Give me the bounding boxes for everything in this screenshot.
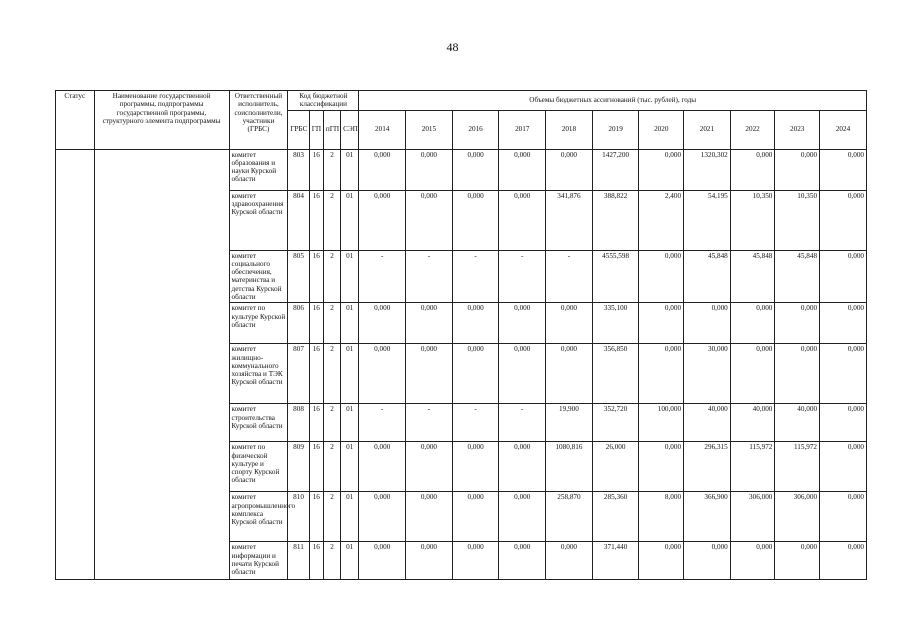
value-cell: 306,000 [775,492,820,542]
budget-table [55,90,867,580]
code-cell-grbs: 808 [288,404,309,442]
code-cell-sep: 01 [341,344,359,404]
value-cell: 0,000 [359,344,406,404]
executor-cell: комитет жилищно-коммунального хозяйства и ТЭК Курской области [229,344,288,404]
value-cell: 335,100 [592,303,639,344]
year-header: 2021 [684,110,731,149]
code-cell-grbs: 811 [288,542,309,580]
value-cell: 0,000 [820,542,867,580]
value-cell: 0,000 [452,442,499,492]
value-cell: 341,876 [546,190,593,250]
code-cell-gp: 16 [309,404,323,442]
value-cell: 0,000 [639,250,684,303]
executor-cell: комитет по культуре Курской области [229,303,288,344]
value-cell: 0,000 [406,542,453,580]
value-cell: 0,000 [406,190,453,250]
code-header-sep: СЭП [341,110,359,149]
code-cell-pgp: 2 [323,303,340,344]
value-cell: 0,000 [406,492,453,542]
value-cell: 0,000 [775,303,820,344]
year-header: 2024 [820,110,867,149]
value-cell: - [406,404,453,442]
code-cell-sep: 01 [341,149,359,190]
code-header-grbs: ГРБС [288,110,309,149]
value-cell: 0,000 [452,542,499,580]
value-cell: 388,822 [592,190,639,250]
value-cell: 0,000 [452,190,499,250]
budget-group-header: Объемы бюджетных ассигнований (тыс. рублей), годы [359,91,867,111]
value-cell: 45,848 [684,250,731,303]
value-cell: - [359,250,406,303]
value-cell: 2,400 [639,190,684,250]
code-cell-sep: 01 [341,542,359,580]
name-cell [94,149,229,580]
executor-cell: комитет агропромышленного комплекса Курской области [229,492,288,542]
value-cell: 0,000 [639,303,684,344]
value-cell: 26,000 [592,442,639,492]
value-cell: 258,870 [546,492,593,542]
value-cell: 10,350 [730,190,775,250]
value-cell: 40,000 [684,404,731,442]
code-cell-sep: 01 [341,492,359,542]
value-cell: 0,000 [452,492,499,542]
code-cell-grbs: 806 [288,303,309,344]
code-cell-sep: 01 [341,442,359,492]
code-cell-pgp: 2 [323,344,340,404]
code-cell-grbs: 804 [288,190,309,250]
value-cell: 54,195 [684,190,731,250]
table-row [56,149,867,190]
value-cell: 40,000 [730,404,775,442]
code-cell-pgp: 2 [323,149,340,190]
value-cell: - [546,250,593,303]
code-cell-grbs: 810 [288,492,309,542]
value-cell: 0,000 [546,344,593,404]
value-cell: 0,000 [684,303,731,344]
code-cell-pgp: 2 [323,442,340,492]
value-cell: 0,000 [730,303,775,344]
value-cell: 45,848 [775,250,820,303]
year-header: 2020 [639,110,684,149]
year-header: 2016 [452,110,499,149]
code-header-pgp: пГП [323,110,340,149]
value-cell: 0,000 [684,542,731,580]
value-cell: 0,000 [820,344,867,404]
executor-cell: комитет информации и печати Курской области [229,542,288,580]
code-cell-grbs: 803 [288,149,309,190]
code-group-header: Код бюджетной классификации [288,91,359,111]
value-cell: 0,000 [730,149,775,190]
value-cell: 8,000 [639,492,684,542]
value-cell: 366,900 [684,492,731,542]
code-cell-grbs: 809 [288,442,309,492]
code-cell-gp: 16 [309,492,323,542]
status-header: Статус [56,91,95,150]
value-cell: 285,360 [592,492,639,542]
code-cell-sep: 01 [341,250,359,303]
year-header: 2017 [499,110,546,149]
code-cell-grbs: 807 [288,344,309,404]
value-cell: 0,000 [452,149,499,190]
value-cell: 30,000 [684,344,731,404]
value-cell: 0,000 [820,303,867,344]
code-cell-gp: 16 [309,442,323,492]
code-cell-gp: 16 [309,344,323,404]
value-cell: 0,000 [452,344,499,404]
value-cell: 40,000 [775,404,820,442]
value-cell: 0,000 [546,303,593,344]
value-cell: - [499,404,546,442]
value-cell: - [359,404,406,442]
value-cell: 0,000 [499,442,546,492]
value-cell: 19,900 [546,404,593,442]
executor-cell: комитет строительства Курской области [229,404,288,442]
value-cell: 0,000 [820,250,867,303]
value-cell: 0,000 [406,442,453,492]
value-cell: - [499,250,546,303]
value-cell: 0,000 [639,344,684,404]
code-cell-gp: 16 [309,250,323,303]
code-cell-pgp: 2 [323,250,340,303]
value-cell: 0,000 [406,149,453,190]
value-cell: 1080,816 [546,442,593,492]
year-header: 2022 [730,110,775,149]
value-cell: - [452,250,499,303]
code-cell-grbs: 805 [288,250,309,303]
value-cell: 0,000 [546,542,593,580]
value-cell: 0,000 [775,542,820,580]
value-cell: - [406,250,453,303]
value-cell: 371,440 [592,542,639,580]
value-cell: 10,350 [775,190,820,250]
value-cell: 0,000 [359,492,406,542]
value-cell: 306,000 [730,492,775,542]
value-cell: 0,000 [499,344,546,404]
year-header: 2015 [406,110,453,149]
executor-cell: комитет здравоохранения Курской области [229,190,288,250]
value-cell: 0,000 [820,190,867,250]
value-cell: 0,000 [359,542,406,580]
value-cell: 1320,302 [684,149,731,190]
value-cell: 0,000 [499,542,546,580]
code-cell-pgp: 2 [323,492,340,542]
status-cell [56,149,95,580]
value-cell: 1427,200 [592,149,639,190]
executor-header: Ответственный исполнитель, соисполнители, участники (ГРБС) [229,91,288,150]
value-cell: 0,000 [452,303,499,344]
value-cell: 0,000 [775,344,820,404]
value-cell: 0,000 [730,542,775,580]
value-cell: 0,000 [820,404,867,442]
value-cell: 356,850 [592,344,639,404]
value-cell: 0,000 [546,149,593,190]
executor-cell: комитет образования и науки Курской области [229,149,288,190]
code-cell-pgp: 2 [323,542,340,580]
value-cell: 0,000 [499,303,546,344]
code-cell-sep: 01 [341,404,359,442]
value-cell: 0,000 [499,149,546,190]
code-header-gp: ГП [309,110,323,149]
value-cell: 0,000 [639,149,684,190]
page-number: 48 [446,40,459,54]
code-cell-pgp: 2 [323,404,340,442]
value-cell: 115,972 [775,442,820,492]
code-cell-sep: 01 [341,303,359,344]
value-cell: 0,000 [730,344,775,404]
value-cell: 352,720 [592,404,639,442]
value-cell: 0,000 [359,149,406,190]
code-cell-gp: 16 [309,149,323,190]
code-cell-sep: 01 [341,190,359,250]
year-header: 2023 [775,110,820,149]
value-cell: 0,000 [499,492,546,542]
value-cell: 100,000 [639,404,684,442]
value-cell: 45,848 [730,250,775,303]
value-cell: 296,315 [684,442,731,492]
value-cell: 0,000 [359,190,406,250]
value-cell: 0,000 [820,149,867,190]
value-cell: 4555,598 [592,250,639,303]
code-cell-gp: 16 [309,303,323,344]
value-cell: 0,000 [639,542,684,580]
name-header: Наименование государственной программы, подпрограммы государственной программы, структурного элемента подпрограммы [94,91,229,150]
value-cell: 115,972 [730,442,775,492]
value-cell: 0,000 [639,442,684,492]
value-cell: 0,000 [359,303,406,344]
value-cell: 0,000 [359,442,406,492]
header-row-1 [56,91,867,111]
executor-cell: комитет социального обеспечения, материнства и детства Курской области [229,250,288,303]
value-cell: 0,000 [775,149,820,190]
value-cell: 0,000 [406,344,453,404]
year-header: 2014 [359,110,406,149]
code-cell-pgp: 2 [323,190,340,250]
value-cell: 0,000 [499,190,546,250]
value-cell: 0,000 [820,492,867,542]
value-cell: 0,000 [406,303,453,344]
value-cell: - [452,404,499,442]
year-header: 2019 [592,110,639,149]
year-header: 2018 [546,110,593,149]
executor-cell: комитет по физической культуре и спорту Курской области [229,442,288,492]
code-cell-gp: 16 [309,542,323,580]
code-cell-gp: 16 [309,190,323,250]
value-cell: 0,000 [820,442,867,492]
